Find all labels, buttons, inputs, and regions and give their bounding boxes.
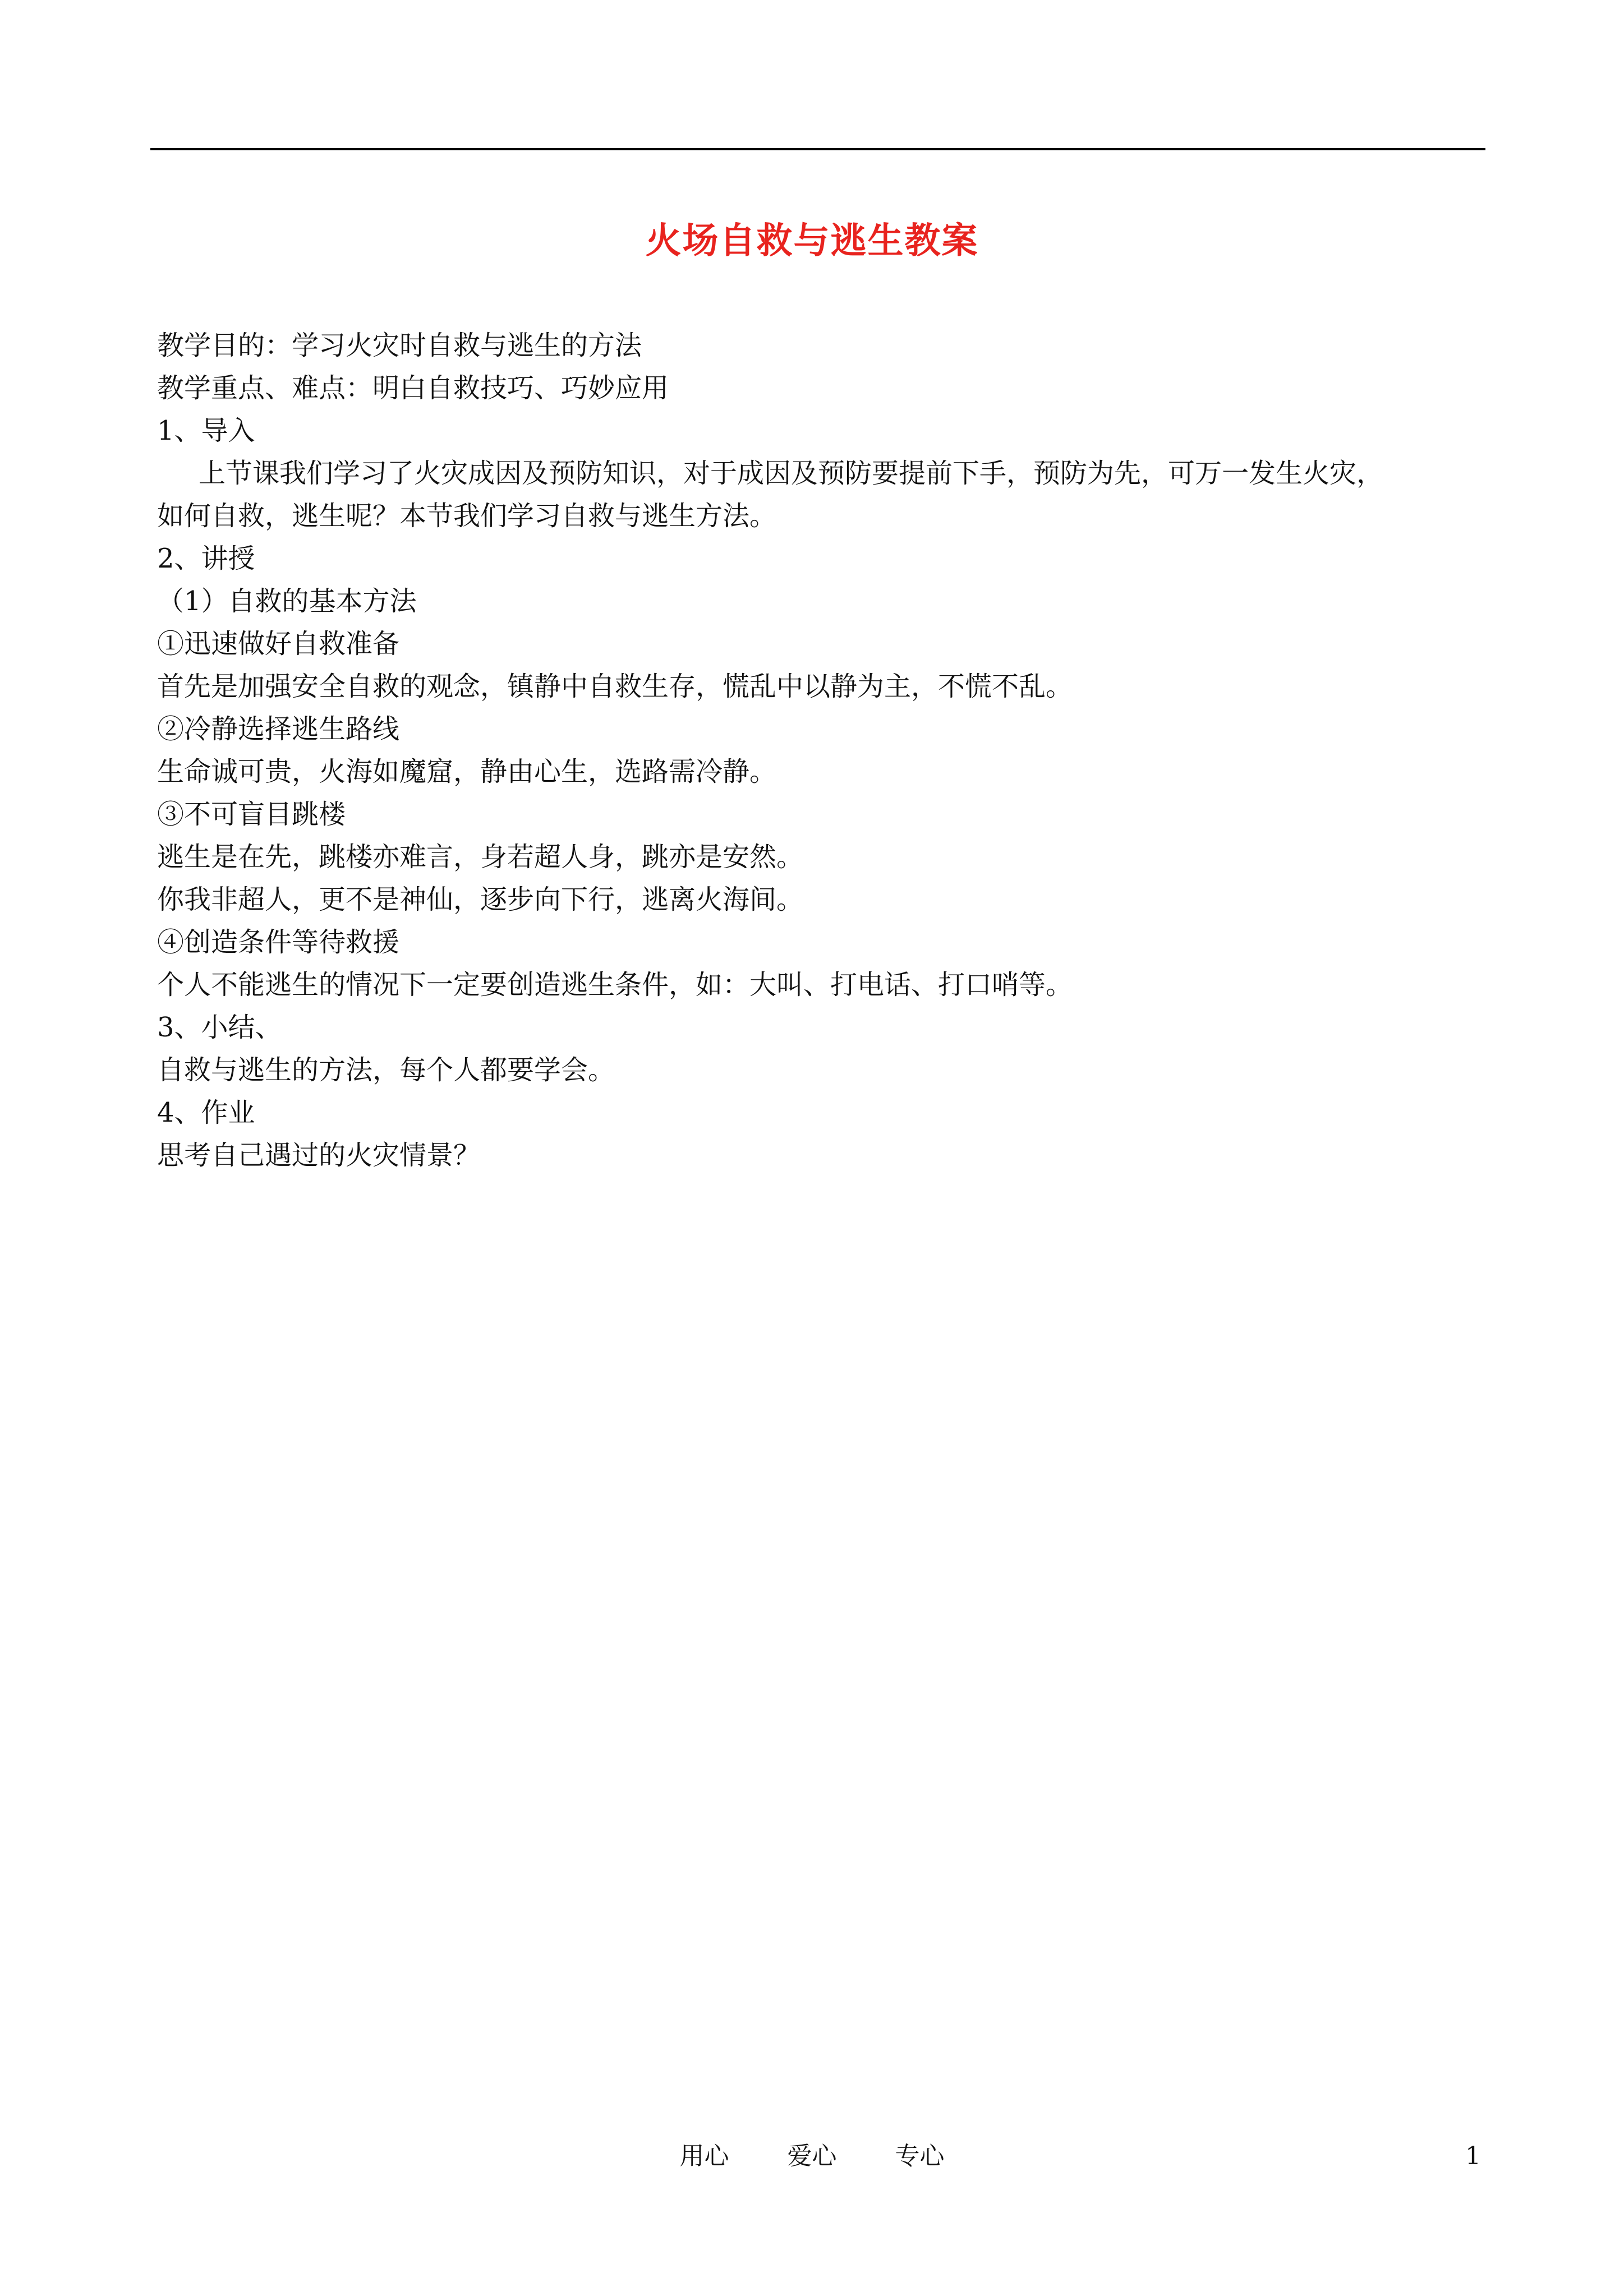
paragraph-line: 思考自己遇过的火灾情景？ [157,1140,481,1171]
section-heading-lecture: 2、讲授 [157,543,255,574]
page-number: 1 [1465,2142,1481,2170]
document-title: 火场自救与逃生教案 [645,220,979,262]
section-heading-summary: 3、小结、 [157,1012,282,1043]
header-rule [150,148,1485,150]
subsection-heading: （1）自救的基本方法 [157,585,417,617]
list-item-heading: ①迅速做好自救准备 [157,628,400,660]
footer-slogan-item: 用心 [679,2142,729,2170]
paragraph-line: 首先是加强安全自救的观念，镇静中自救生存，慌乱中以静为主，不慌不乱。 [157,671,1073,702]
footer-slogan [0,2137,1624,2176]
section-heading-homework: 4、作业 [157,1097,255,1128]
document-body [157,324,1487,1177]
paragraph-line: 生命诚可贵，火海如魔窟，静由心生，选路需冷静。 [157,756,777,787]
list-item-heading: ③不可盲目跳楼 [157,799,346,830]
paragraph-line: 如何自救，逃生呢？本节我们学习自救与逃生方法。 [157,500,777,532]
footer-slogan-item: 专心 [895,2142,945,2170]
section-heading-intro: 1、导入 [157,415,255,446]
list-item-heading: ④创造条件等待救援 [157,926,400,958]
key-points: 教学重点、难点：明白自救技巧、巧妙应用 [157,372,669,404]
paragraph-line: 逃生是在先，跳楼亦难言，身若超人身，跳亦是安然。 [157,841,804,873]
list-item-heading: ②冷静选择逃生路线 [157,713,400,745]
teaching-objective: 教学目的：学习火灾时自救与逃生的方法 [157,330,642,361]
paragraph-line: 上节课我们学习了火灾成因及预防知识，对于成因及预防要提前下手，预防为先，可万一发生火灾， [199,458,1384,489]
footer-slogan-item: 爱心 [787,2142,837,2170]
paragraph-line: 你我非超人，更不是神仙，逐步向下行，逃离火海间。 [157,884,804,915]
page-footer [0,2137,1624,2176]
paragraph-line: 个人不能逃生的情况下一定要创造逃生条件，如：大叫、打电话、打口哨等。 [157,969,1073,1001]
paragraph-line: 自救与逃生的方法，每个人都要学会。 [157,1054,615,1086]
